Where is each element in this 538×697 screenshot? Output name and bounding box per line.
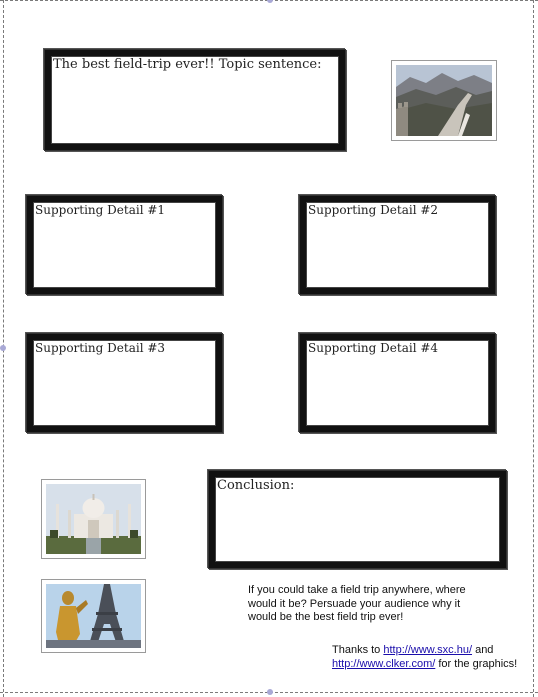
clker-link[interactable]: http://www.clker.com/ [332,658,436,670]
credits-middle: and [472,644,494,656]
writing-prompt: If you could take a field trip anywhere, where would it be? Persuade your audience why it would be the best field trip ever! [248,584,466,623]
taj-mahal-photo [41,479,146,559]
page-guide-right [533,0,534,697]
conclusion-box[interactable] [209,471,506,568]
supporting-detail-3-box[interactable] [27,334,222,432]
supporting-detail-1-label: Supporting Detail #1 [35,203,166,217]
credits-suffix: for the graphics! [435,658,518,670]
great-wall-photo [391,60,497,141]
supporting-detail-2-label: Supporting Detail #2 [308,203,439,217]
topic-sentence-box[interactable] [45,50,345,150]
supporting-detail-4-box[interactable] [300,334,495,432]
selection-handle-left[interactable] [0,345,6,351]
supporting-detail-3-label: Supporting Detail #3 [35,341,166,355]
eiffel-tower-photo [41,579,146,653]
credits-prefix: Thanks to [332,644,384,656]
supporting-detail-4-label: Supporting Detail #4 [308,341,439,355]
selection-handle-top[interactable] [267,0,273,3]
selection-handle-bottom[interactable] [267,689,273,695]
supporting-detail-1-box[interactable] [27,196,222,294]
conclusion-label: Conclusion: [217,478,295,493]
sxc-link[interactable]: http://www.sxc.hu/ [383,644,473,656]
topic-sentence-label: The best field-trip ever!! Topic sentence: [53,57,322,72]
supporting-detail-2-box[interactable] [300,196,495,294]
image-credits [332,643,522,671]
